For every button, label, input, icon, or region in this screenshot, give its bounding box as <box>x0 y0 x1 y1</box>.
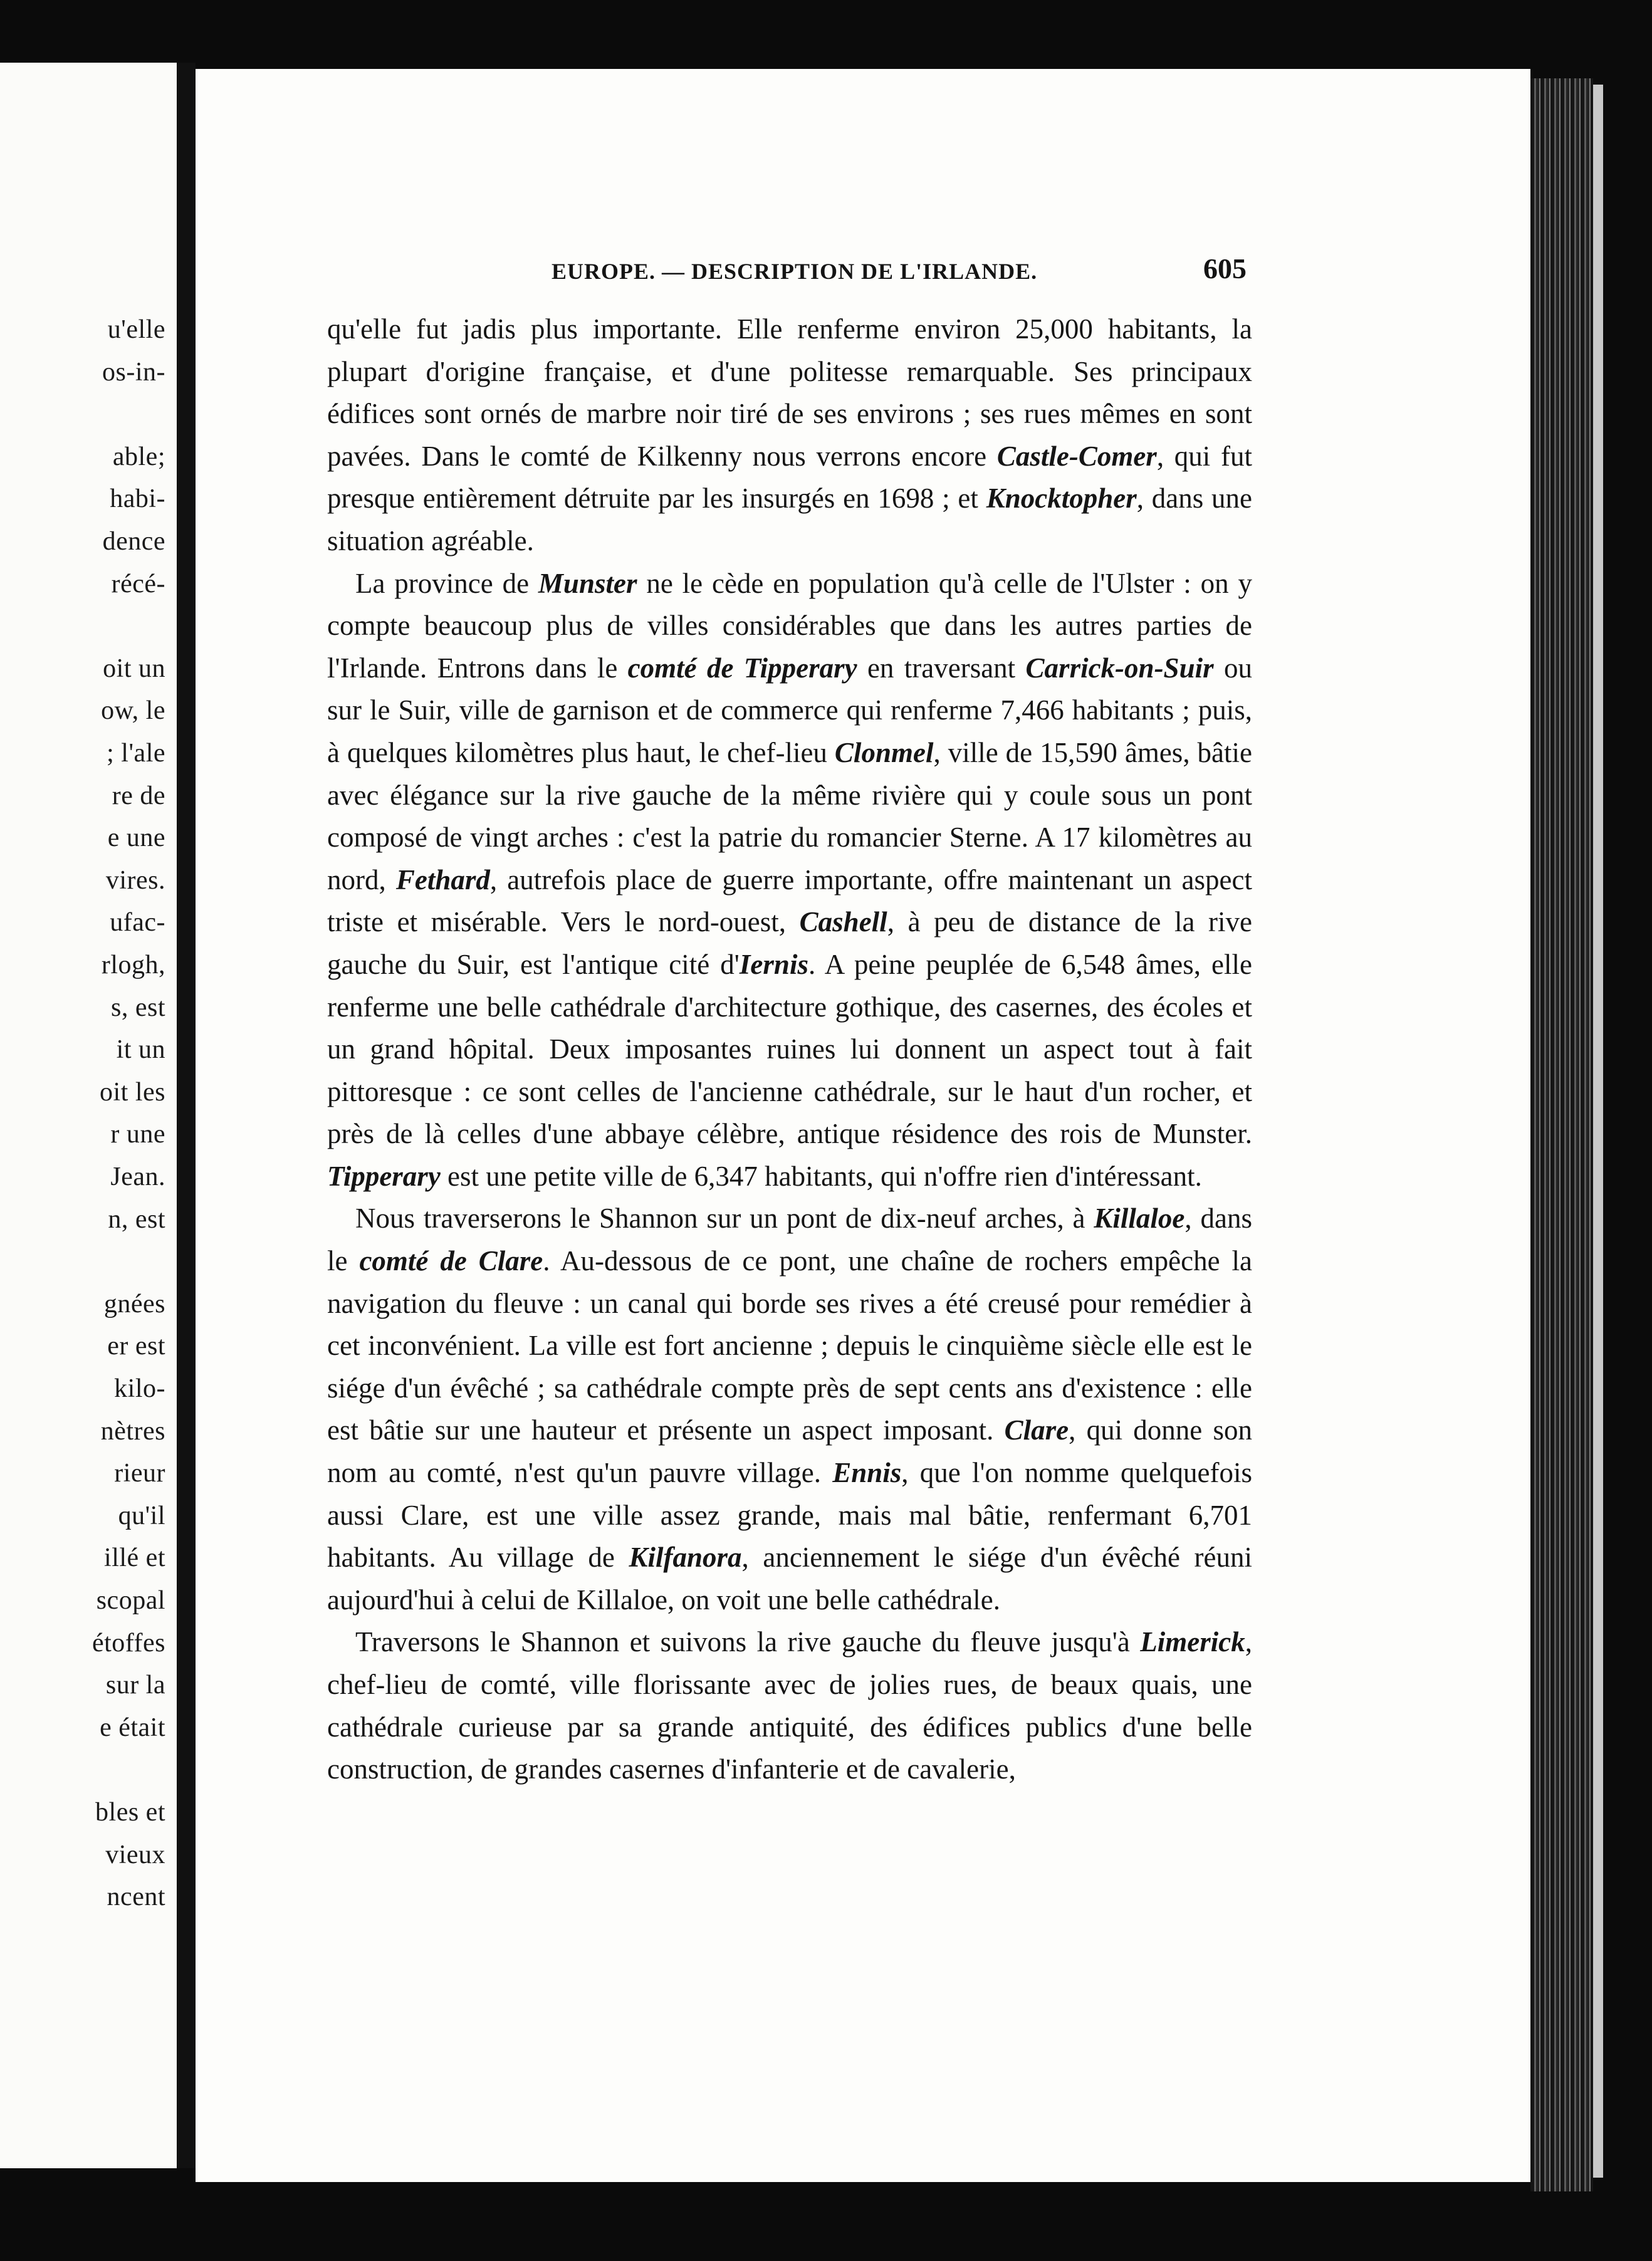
italic-place-name: Clare <box>1004 1414 1069 1446</box>
italic-place-name: comté de Clare <box>359 1245 543 1277</box>
facing-page-line: er est <box>107 1332 165 1361</box>
paragraph <box>327 563 1252 1198</box>
facing-page-line: nètres <box>100 1416 165 1446</box>
italic-place-name: Iernis <box>739 948 808 980</box>
facing-page-line: ow, le <box>101 696 165 726</box>
facing-page-line: e une <box>107 823 165 853</box>
italic-place-name: Killaloe <box>1094 1203 1185 1235</box>
running-head: EUROPE. — DESCRIPTION DE L'IRLANDE. <box>552 259 1038 284</box>
facing-page-line: os-in- <box>102 357 165 387</box>
page-number: 605 <box>1203 253 1247 285</box>
text-run: , qui fut presque entièrement détruite par les insurgés en 1698 ; et <box>327 440 1252 514</box>
facing-page-line: n, est <box>108 1204 165 1234</box>
text-run: , autrefois place de guerre importante, offre maintenant un aspect triste et misérable. Vers le nord-ouest, <box>327 864 1252 938</box>
facing-page-line: dence <box>102 527 165 556</box>
text-run: , chef-lieu de comté, ville florissante avec de jolies rues, de beaux quais, une cathédrale curieuse par sa grande antiquité, des édifices publics d'une belle construction, de grandes casernes d'infanterie et de cavalerie, <box>327 1626 1252 1785</box>
paragraph <box>327 1621 1252 1790</box>
text-run: , dans le <box>327 1203 1252 1277</box>
facing-page-line: oit les <box>100 1077 165 1107</box>
facing-page-line: habi- <box>110 484 165 514</box>
facing-page-line: it un <box>116 1035 165 1065</box>
italic-place-name: Tipperary <box>327 1160 441 1192</box>
text-run: . Au-dessous de ce pont, une chaîne de rochers empêche la navigation du fleuve : un canal qui borde ses rives a été creusé pour remédier à cet inconvénient. La ville est fort ancienne ; depuis le cinquième siècle elle est le siége d'un évêché ; sa cathédrale compte près de sept cents ans d'existence : elle est bâtie sur une hauteur et présente un aspect imposant. <box>327 1245 1252 1446</box>
italic-place-name: Knocktopher <box>986 483 1137 514</box>
text-run: , dans une situation agréable. <box>327 483 1252 556</box>
text-run: est une petite ville de 6,347 habitants, qui n'offre rien d'intéressant. <box>440 1160 1202 1192</box>
facing-page-line: s, est <box>111 993 165 1022</box>
facing-page-line: sur la <box>105 1671 165 1700</box>
facing-page-line: kilo- <box>114 1374 165 1403</box>
paragraph <box>327 1198 1252 1621</box>
text-run: , qui donne son nom au comté, n'est qu'un pauvre village. <box>327 1414 1252 1489</box>
text-run: La province de <box>355 567 538 599</box>
facing-page-line: vieux <box>105 1840 165 1869</box>
book-gutter <box>177 63 196 2168</box>
page-edges-stack <box>1530 78 1593 2191</box>
facing-page-line: récé- <box>111 569 165 598</box>
facing-page-line: gnées <box>103 1289 165 1318</box>
text-run: . A peine peuplée de 6,548 âmes, elle renferme une belle cathédrale d'architecture gothique, des casernes, des écoles et un grand hôpital. Deux imposantes ruines lui donnent un aspect tout à fait pittoresque : ce sont celles de l'ancienne cathédrale, sur le haut d'un rocher, et près de là celles d'une abbaye célèbre, antique résidence des rois de Munster. <box>327 948 1252 1150</box>
text-run: , ville de 15,590 âmes, bâtie avec élégance sur la rive gauche de la même rivière qui y coule sous un pont composé de vingt arches : c'est la patrie du romancier Sterne. A 17 kilomètres au nord, <box>327 736 1253 896</box>
italic-place-name: Carrick-on-Suir <box>1025 652 1214 684</box>
facing-page-line: re de <box>112 781 165 810</box>
text-run: Traversons le Shannon et suivons la rive gauche du fleuve jusqu'à <box>355 1626 1141 1658</box>
text-run: , anciennement le siége d'un évêché réuni aujourd'hui à celui de Killaloe, on voit une belle cathédrale. <box>327 1542 1252 1616</box>
italic-place-name: Castle-Comer <box>996 440 1157 472</box>
italic-place-name: Ennis <box>832 1457 902 1489</box>
paragraph <box>327 308 1252 563</box>
facing-page-line: illé et <box>104 1543 165 1573</box>
facing-page-line: e était <box>100 1713 165 1742</box>
facing-page-line: ncent <box>107 1882 165 1912</box>
facing-page-line: u'elle <box>107 315 165 344</box>
facing-page-line: ; l'ale <box>107 739 165 768</box>
italic-place-name: Fethard <box>395 864 490 896</box>
italic-place-name: Munster <box>538 567 637 599</box>
italic-place-name: Kilfanora <box>629 1542 742 1574</box>
italic-place-name: comté de Tipperary <box>627 652 857 684</box>
facing-page-line: oit un <box>103 654 165 683</box>
facing-page-line: étoffes <box>91 1628 165 1658</box>
facing-page-line: r une <box>110 1120 165 1149</box>
text-run: ne le cède en population qu'à celle de l'Ulster : on y compte beaucoup plus de villes considérables que dans les autres parties de l'Irlande. Entrons dans le <box>327 567 1252 684</box>
facing-page-line: qu'il <box>118 1501 165 1530</box>
text-run: qu'elle fut jadis plus importante. Elle renferme environ 25,000 habitants, la plupart d'origine française, et d'une politesse remarquable. Ses principaux édifices sont ornés de marbre noir tiré de ses environs ; ses rues mêmes en sont pavées. Dans le comté de Kilkenny nous verrons encore <box>327 313 1252 472</box>
facing-page-line: able; <box>112 442 165 471</box>
facing-page-line: scopal <box>96 1586 165 1615</box>
text-run: , que l'on nomme quelquefois aussi Clare, est une ville assez grande, mais mal bâtie, renfermant 6,701 habitants. Au village de <box>327 1457 1252 1574</box>
italic-place-name: Limerick <box>1140 1626 1245 1658</box>
text-run: , à peu de distance de la rive gauche du Suir, est l'antique cité d' <box>327 906 1253 980</box>
facing-page-line: rieur <box>114 1459 165 1488</box>
facing-page-line: Jean. <box>110 1162 165 1191</box>
italic-place-name: Cashell <box>799 906 887 938</box>
facing-page-line: bles et <box>95 1798 165 1827</box>
text-run: en traversant <box>857 652 1026 684</box>
body-text <box>327 308 1252 1791</box>
text-run: ou sur le Suir, ville de garnison et de commerce qui renferme 7,466 habitants ; puis, à quelques kilomètres plus haut, le chef-lieu <box>327 652 1252 768</box>
page-edge-highlight <box>1593 85 1603 2178</box>
text-run: Nous traverserons le Shannon sur un pont de dix-neuf arches, à <box>355 1203 1094 1235</box>
facing-page-line: vires. <box>105 865 165 895</box>
facing-page-line: ufac- <box>110 908 165 937</box>
italic-place-name: Clonmel <box>834 736 934 768</box>
facing-page-fragment <box>0 63 177 2168</box>
facing-page-line: rlogh, <box>101 951 165 979</box>
